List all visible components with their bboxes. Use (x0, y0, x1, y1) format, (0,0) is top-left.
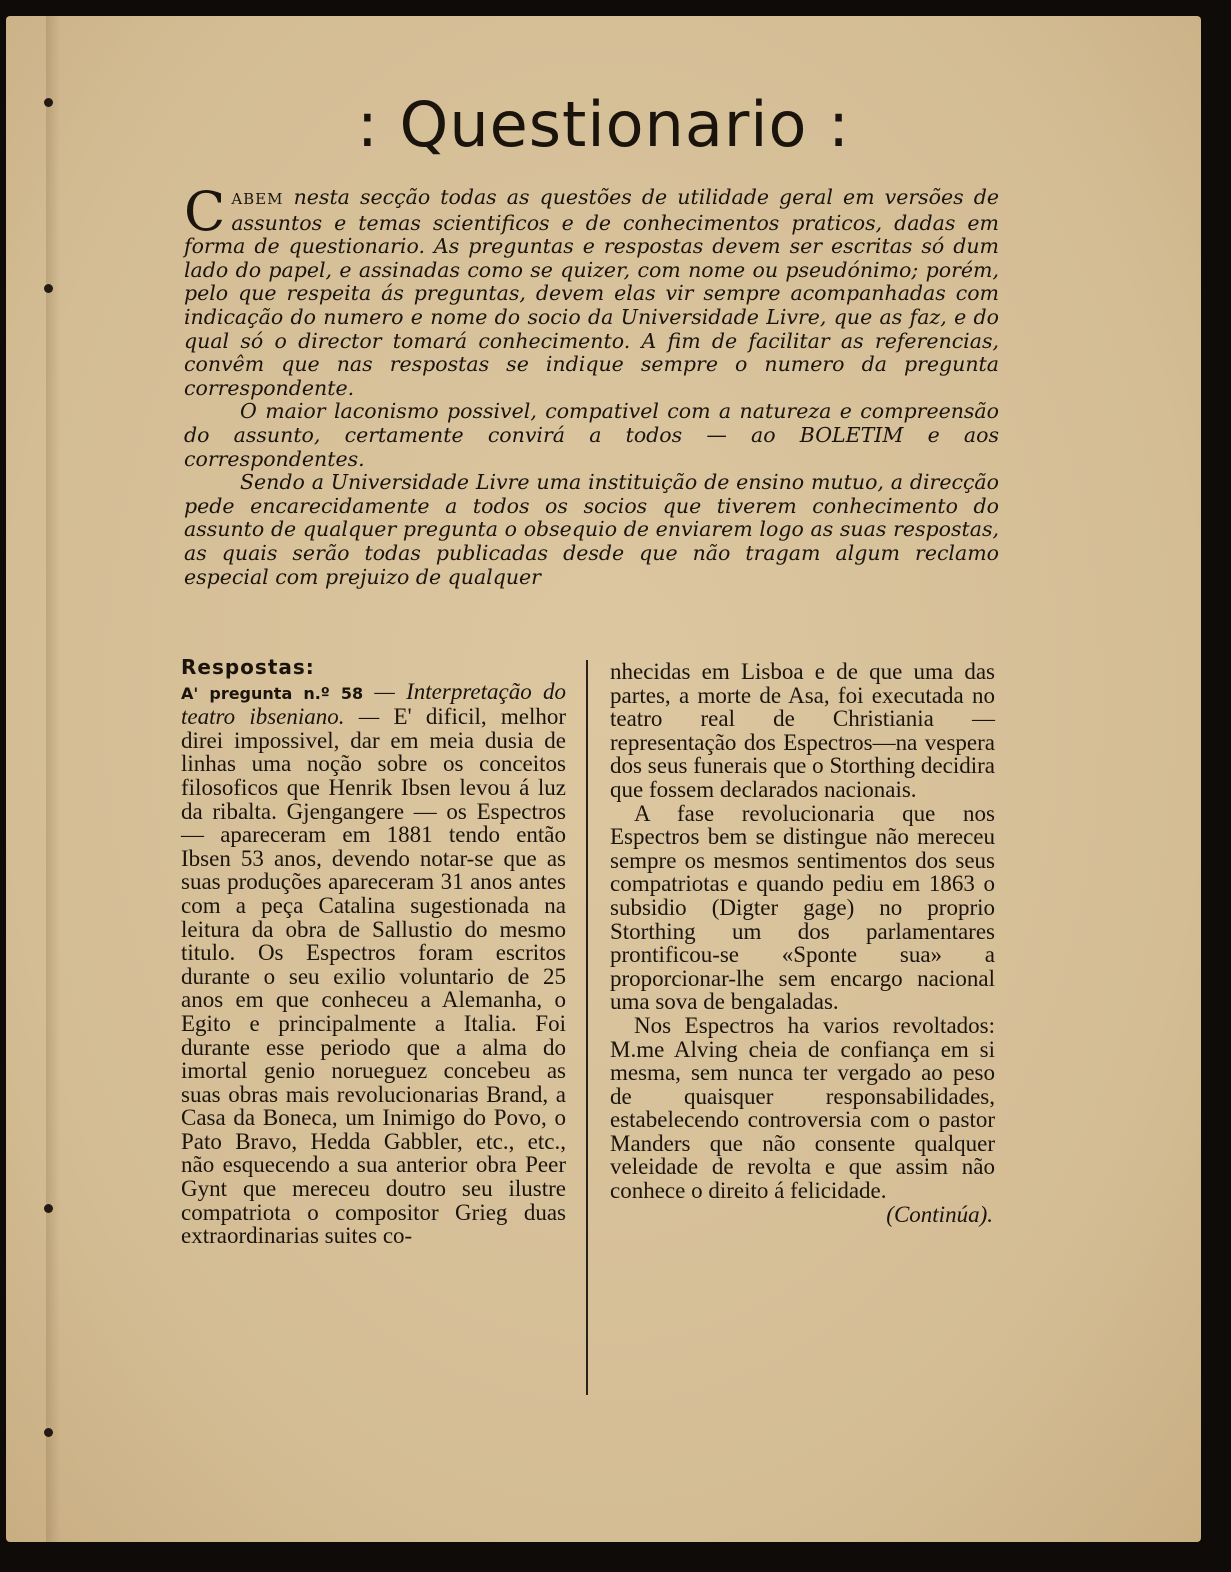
intro-paragraph-1 (184, 180, 999, 400)
binding-hole (44, 284, 53, 293)
intro-first-word: ABEM (231, 190, 284, 208)
intro-text (184, 180, 999, 589)
answer-paragraph-1 (181, 680, 566, 1248)
intro-paragraph-2: O maior laconismo possivel, compativel com a natureza e compreensão do assunto, certamente convirá a todos — ao BOLETIM e aos correspondentes. (184, 399, 999, 471)
question-title: — Interpretação do teatro ibseniano. — (181, 678, 567, 730)
column-divider (586, 660, 588, 1395)
page-title: : Questionario : (356, 88, 851, 161)
intro-paragraph-1-text: nesta secção todas as questões de utilidade geral em versões de assuntos e temas scientificos e de conhecimentos praticos, dadas em forma de questionario. As preguntas e respostas devem ser escritas só dum lado do papel, e assinadas como se quizer, com nome ou pseudónimo; porém, pelo que respeita ás preguntas, devem elas vir sempre acompanhadas com indicação do numero e nome do socio da Universidade Livre, que as faz, e do qual só o director tomará conhecimento. A fim de facilitar as referencias, convêm que nas respostas se indique sempre o numero da pregunta correspondente. (184, 185, 999, 400)
page-fold-shadow (46, 16, 60, 1542)
answer-paragraph-right-2: A fase revolucionaria que nos Espectros bem se distingue não mereceu sempre os mesmos sentimentos dos seus compatriotas e quando pediu em 1863 o subsidio (Digter gage) no proprio Storthing um dos parlamentares prontificou-se «Sponte sua» a proporcionar-lhe sem encargo nacional uma sova de bengaladas. (610, 800, 995, 1015)
answers-left-column (181, 656, 566, 1248)
answer-text-left: E' dificil, melhor direi impossivel, dar em meia dusia de linhas uma noção sobre os conceitos filosoficos que Henrik Ibsen levou á luz da ribalta. Gjengangere — os Espectros — apareceram em 1881 tendo então Ibsen 53 anos, devendo notar-se que as suas produções apareceram 31 anos antes com a peça Catalina sugestionada na leitura da obra de Sallustio do mesmo titulo. Os Espectros foram escritos durante o seu exilio voluntario de 25 anos em que conheceu a Alemanha, o Egito e principalmente a Italia. Foi durante esse periodo que a alma do imortal genio norueguez concebeu as suas obras mais revolucionarias Brand, a Casa da Boneca, um Inimigo do Povo, o Pato Bravo, Hedda Gabbler, etc., etc., não esquecendo a sua anterior obra Peer Gynt que mereceu doutro seu ilustre compatriota o compositor Grieg duas extraordinarias suites co- (181, 704, 566, 1249)
drop-cap: C (184, 180, 226, 243)
intro-paragraph-3: Sendo a Universidade Livre uma instituição de ensino mutuo, a direcção pede encarecidamente a todos os socios que tiverem conhecimento do assunto de qualquer pregunta o obsequio de enviarem logo as suas respostas, as quais serão todas publicadas desde que não tragam algum reclamo especial com prejuizo de qualquer (184, 470, 999, 589)
answers-heading: Respostas: (181, 655, 315, 679)
question-label: A' pregunta n.º 58 (181, 683, 364, 703)
continued-note: (Continúa). (886, 1201, 993, 1227)
document-page (6, 16, 1201, 1542)
binding-hole (44, 1428, 53, 1437)
answers-right-column (610, 660, 995, 1226)
binding-hole (44, 1204, 53, 1213)
answer-paragraph-right-1: nhecidas em Lisboa e de que uma das partes, a morte de Asa, foi executada no teatro real de Christiania — representação dos Espectros—na vespera dos seus funerais que o Storthing decidira que fossem declarados nacionais. (610, 659, 995, 802)
answer-paragraph-right-3: Nos Espectros ha varios revoltados: M.me Alving cheia de confiança em si mesma, sem nunca ter vergado ao peso de quaisquer responsabilidades, estabelecendo controversia com o pastor Manders que não consente qualquer veleidade de revolta e que assim não conhece o direito á felicidade. (610, 1012, 995, 1204)
